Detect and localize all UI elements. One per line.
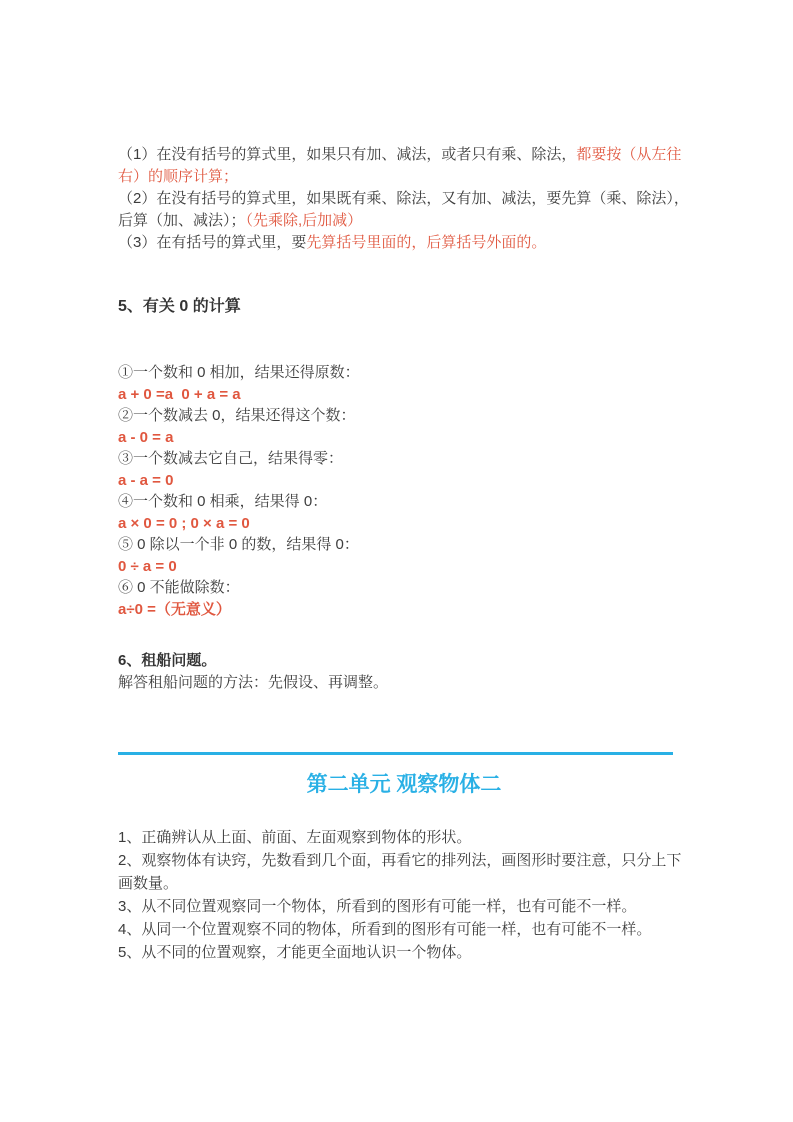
zero-rule-3-desc: ③一个数减去它自己，结果得零： (118, 450, 344, 467)
unit-2-item-5: 5、从不同的位置观察，才能更全面地认识一个物体。 (118, 944, 472, 961)
page-content (118, 144, 690, 964)
zero-rule-2-formula: a - 0 = a (118, 428, 174, 446)
order-rule-1-text: （1）在没有括号的算式里，如果只有加、减法，或者只有乘、除法， (118, 146, 577, 163)
section-6-body: 解答租船问题的方法：先假设、再调整。 (118, 674, 389, 691)
zero-rule-2-desc: ②一个数减去 0，结果还得这个数： (118, 407, 356, 424)
unit-2-list (118, 826, 690, 964)
order-rule-3-highlight: 先算括号里面的，后算括号外面的。 (306, 234, 547, 251)
section-5-heading: 5、有关 0 的计算 (118, 298, 241, 315)
unit-2-title: 第二单元 观察物体二 (306, 773, 502, 796)
zero-rule-4-formula: a × 0 = 0 ; 0 × a = 0 (118, 514, 250, 532)
unit-2-item-2: 2、观察物体有诀窍，先数看到几个面，再看它的排列法，画图形时要注意，只分上下画数量。 (118, 852, 682, 892)
order-rule-2-highlight: （先乘除,后加减） (245, 212, 363, 229)
zero-rule-5-formula: 0 ÷ a = 0 (118, 557, 177, 575)
zero-rule-5-desc: ⑤ 0 除以一个非 0 的数，结果得 0： (118, 536, 359, 553)
unit-2-item-1: 1、正确辨认从上面、前面、左面观察到物体的形状。 (118, 829, 472, 846)
section-divider-line (118, 752, 673, 755)
section-6-heading: 6、租船问题。 (118, 652, 217, 669)
unit-2-item-4: 4、从同一个位置观察不同的物体，所看到的图形有可能一样，也有可能不一样。 (118, 921, 652, 938)
zero-rule-1-desc: ①一个数和 0 相加，结果还得原数： (118, 364, 360, 381)
order-rule-3-text: （3）在有括号的算式里，要 (118, 234, 307, 251)
zero-rule-6-formula: a÷0 =（无意义） (118, 600, 231, 618)
order-rule-1 (118, 144, 690, 188)
zero-rule-4-desc: ④一个数和 0 相乘，结果得 0： (118, 493, 328, 510)
zero-rule-6-desc: ⑥ 0 不能做除数： (118, 579, 240, 596)
order-rules-block (118, 144, 690, 254)
order-rule-1-highlight: 都要按（从左往右）的顺序计算； (118, 146, 682, 185)
order-rule-2-text: （2）在没有括号的算式里，如果既有乘、除法，又有加、减法，要先算（乘、除法），后算（加、减法）； (118, 190, 689, 229)
zero-rule-1-formula: a + 0 =a 0 + a = a (118, 385, 241, 403)
order-rule-2 (118, 188, 690, 232)
zero-rule-3-formula: a - a = 0 (118, 471, 174, 489)
order-rule-3 (118, 232, 690, 254)
zero-rules-block (118, 362, 690, 620)
unit-2-item-3: 3、从不同位置观察同一个物体，所看到的图形有可能一样，也有可能不一样。 (118, 898, 637, 915)
